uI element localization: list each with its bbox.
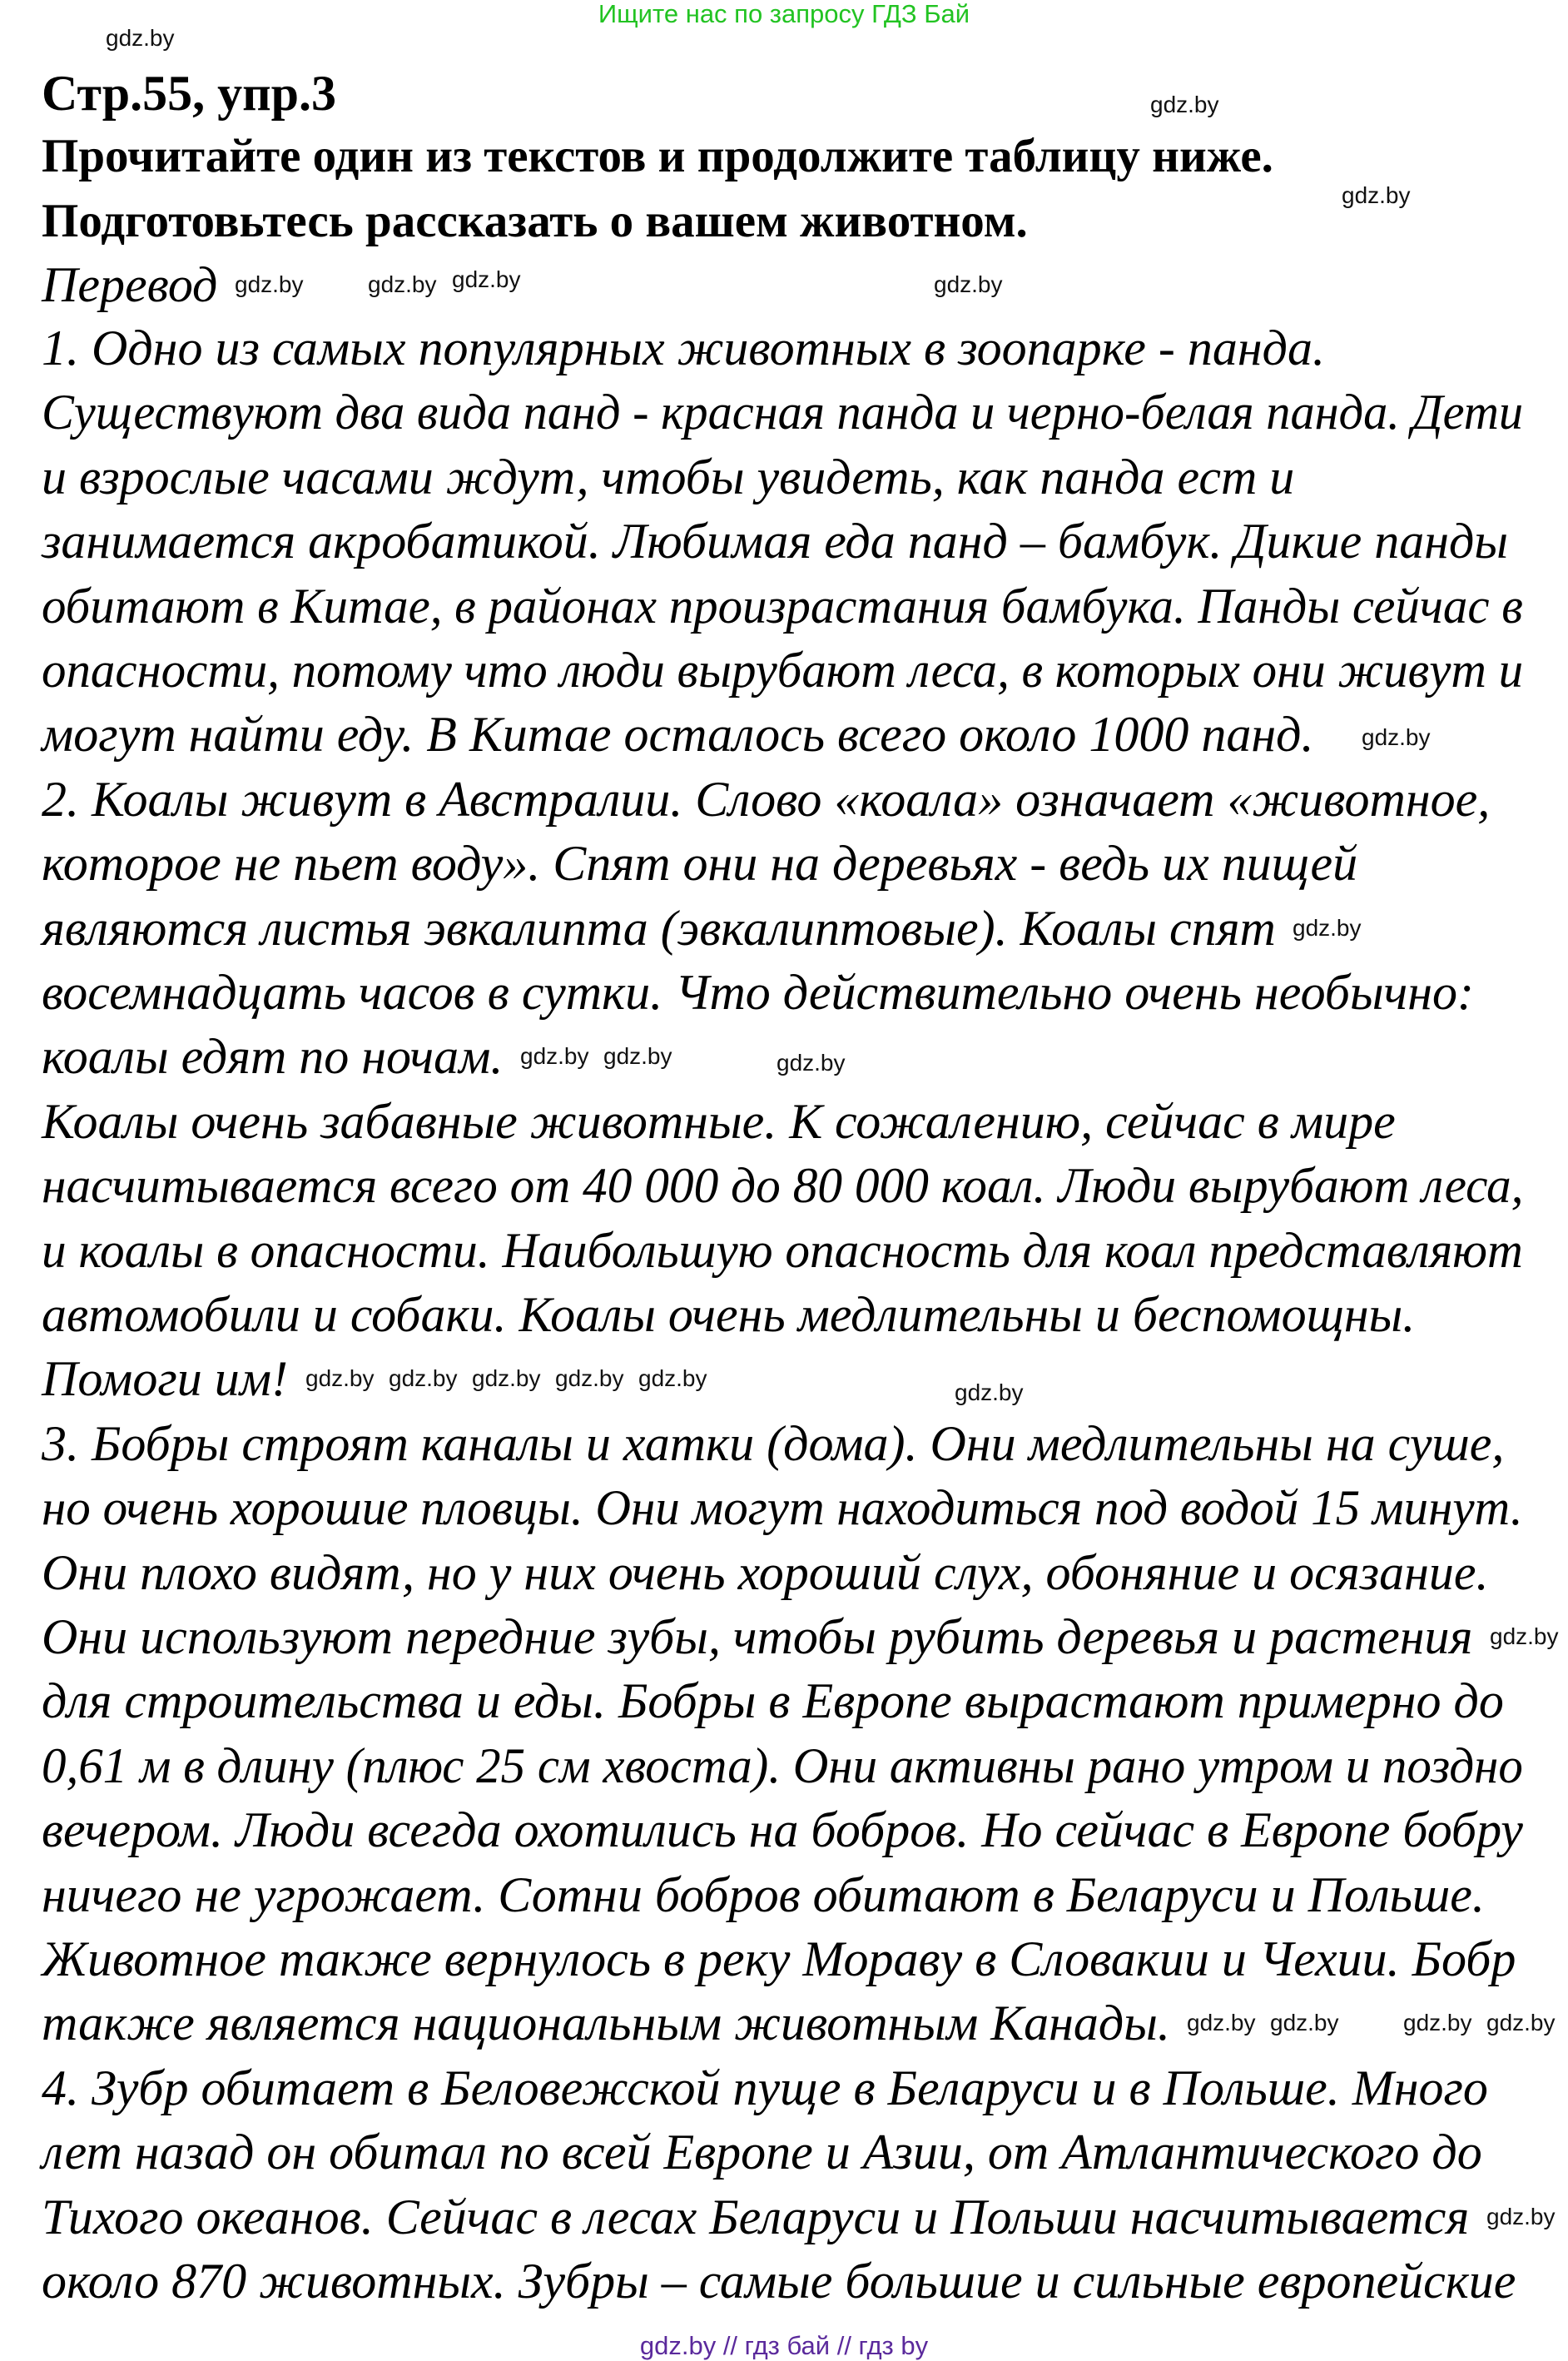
watermark: gdz.by: [1490, 1623, 1559, 1649]
translation-label: Перевод: [42, 257, 218, 312]
text-line: восемнадцать часов в сутки. Что действительно очень необычно:: [42, 965, 1474, 1020]
watermark: gdz.by: [555, 1365, 624, 1392]
text-line: являются листья эвкалипта (эвкалиптовые). Коалы спят: [42, 900, 1276, 956]
text-line: Животное также вернулось в реку Мораву в Словакии и Чехии. Бобр: [42, 1931, 1516, 1986]
watermark: gdz.by: [472, 1365, 541, 1392]
watermark: gdz.by: [934, 271, 1003, 297]
text-line: Тихого океанов. Сейчас в лесах Беларуси и Польши насчитывается: [42, 2189, 1470, 2244]
watermark: gdz.by: [603, 1043, 672, 1070]
text-line: и коалы в опасности. Наибольшую опасность для коал представляют: [42, 1222, 1523, 1278]
text-line: которое не пьет воду». Спят они на деревьях - ведь их пищей: [42, 836, 1358, 892]
text-line: 4. Зубр обитает в Беловежской пуще в Беларуси и в Польше. Много: [42, 2060, 1488, 2115]
top-banner: Ищите нас по запросу ГДЗ Бай: [598, 0, 970, 28]
text-line: для строительства и еды. Бобры в Европе вырастают примерно до: [42, 1673, 1504, 1729]
text-line: около 870 животных. Зубры – самые большие и сильные европейские: [42, 2254, 1516, 2309]
text-line: 1. Одно из самых популярных животных в зоопарке - панда.: [42, 321, 1325, 375]
text-line: лет назад он обитал по всей Европе и Азии, от Атлантического до: [42, 2125, 1482, 2180]
watermark: gdz.by: [1486, 2010, 1556, 2036]
text-line: 0,61 м в длину (плюс 25 см хвоста). Они активны рано утром и поздно: [42, 1737, 1523, 1793]
text-line: вечером. Люди всегда охотились на бобров. Но сейчас в Европе бобру: [42, 1802, 1523, 1858]
watermark: gdz.by: [1270, 2010, 1339, 2036]
text-line: коалы едят по ночам.: [42, 1029, 504, 1085]
watermark: gdz.by: [452, 266, 521, 292]
watermark: gdz.by: [1342, 182, 1411, 208]
text-line: ничего не угрожает. Сотни бобров обитают в Беларуси и Польше.: [42, 1866, 1485, 1922]
text-line: Они используют передние зубы, чтобы рубить деревья и растения: [42, 1609, 1473, 1664]
text-line: могут найти еду. В Китае осталось всего около 1000 панд.: [42, 707, 1314, 763]
task-line-2: Подготовьтесь рассказать о вашем животном.: [42, 195, 1028, 247]
watermark: gdz.by: [1486, 2203, 1556, 2229]
text-line: Существуют два вида панд - красная панда и черно-белая панда. Дети: [42, 385, 1524, 440]
page-title: Стр.55, упр.3: [42, 66, 337, 121]
text-line: также является национальным животным Канады.: [42, 1996, 1170, 2051]
watermark: gdz.by: [1403, 2010, 1472, 2036]
watermark: gdz.by: [638, 1365, 707, 1392]
text-line: но очень хорошие пловцы. Они могут находиться под водой 15 минут.: [42, 1480, 1523, 1536]
watermark: gdz.by: [1293, 914, 1362, 941]
text-line: обитают в Китае, в районах произрастания бамбука. Панды сейчас в: [42, 578, 1523, 634]
text-line: автомобили и собаки. Коалы очень медлительны и беспомощны.: [42, 1287, 1416, 1342]
text-line: опасности, потому что люди вырубают леса, в которых они живут и: [42, 643, 1524, 698]
task-line-1: Прочитайте один из текстов и продолжите таблицу ниже.: [42, 130, 1273, 182]
watermark: gdz.by: [106, 25, 175, 51]
watermark: gdz.by: [1362, 724, 1431, 750]
text-line: Помоги им!: [42, 1351, 289, 1407]
watermark: gdz.by: [1150, 92, 1219, 117]
watermark: gdz.by: [955, 1379, 1024, 1405]
text-line: 2. Коалы живут в Австралии. Слово «коала» означает «животное,: [42, 771, 1491, 827]
watermark: gdz.by: [305, 1365, 375, 1392]
watermark: gdz.by: [777, 1050, 846, 1076]
text-line: и взрослые часами ждут, чтобы увидеть, как панда ест и: [42, 449, 1295, 505]
watermark: gdz.by: [368, 271, 437, 297]
watermark: gdz.by: [520, 1043, 589, 1070]
text-line: Они плохо видят, но у них очень хороший слух, обоняние и осязание.: [42, 1544, 1489, 1600]
text-line: 3. Бобры строят каналы и хатки (дома). Они медлительны на суше,: [42, 1415, 1505, 1471]
watermark: gdz.by: [1187, 2010, 1256, 2036]
bottom-banner: gdz.by // гдз бай // гдз by: [639, 2331, 929, 2360]
watermark: gdz.by: [389, 1365, 458, 1392]
text-line: Коалы очень забавные животные. К сожалению, сейчас в мире: [42, 1093, 1396, 1149]
text-line: занимается акробатикой. Любимая еда панд – бамбук. Дикие панды: [42, 514, 1509, 569]
watermark: gdz.by: [235, 271, 304, 297]
text-line: насчитывается всего от 40 000 до 80 000 коал. Люди вырубают леса,: [42, 1158, 1524, 1214]
